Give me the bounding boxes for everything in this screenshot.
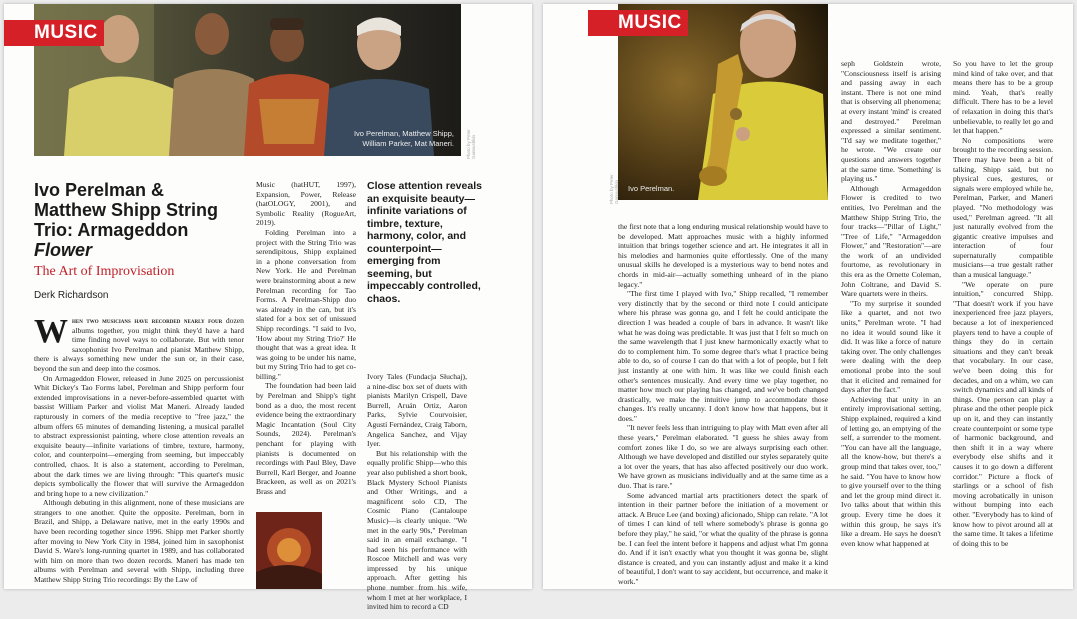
article-paragraph: The foundation had been laid by Perelman and Shipp's tight bond as a duo, the most recent evidence being the extraordinary Magic Incantation (Soul City Sounds, 2024). Perelman's penchant for playing with pianists is documented on recordings with Paul Bley, Dave Burrell, Karl Berger, and Joanne Brackeen, as well as on 2021's Brass and — [256, 381, 356, 496]
photo-caption-line: Ivo Perelman, Matthew Shipp, — [353, 129, 454, 138]
section-tag: MUSIC — [4, 20, 104, 46]
article-paragraph: No compositions were brought to the recording session. There may have been a bit of talking, Shipp said, but no physical cues, gestures, or signals were employed while he, Perelman, Parker, and Maneri played. "No methodology was used," Perelman agreed. "It all just naturally evolved from the gigantic creative impulses and interaction of four supernaturally compatible musicians—a true gestalt rather than a musical language." — [953, 135, 1053, 280]
article-column-1 — [34, 313, 244, 588]
article-column-3 — [953, 59, 1053, 588]
title-line: Flower — [34, 240, 93, 260]
article-column-2 — [841, 59, 941, 588]
article-paragraph: But his relationship with the equally prolific Shipp—who this year also published a short book, Black Mystery School Pianists and Other Writings, and a magnificent solo CD, The Cosmic Piano (Cantaloupe Music)—is clearly unique. "We met in the early 90s," Perelman said in an email exchange. "I had seen his performance with Roscoe Mitchell and was very impressed by his unique approach. After getting his phone number from his wife, whom I met at her workplace, I invited him to record a CD — [367, 448, 467, 612]
article-paragraph: Ivory Tales (Fundacja Słuchaj), a nine-disc box set of duets with pianists Marilyn Crispell, Dave Burrell, Aruán Ortiz, Aaron Parks, Sylvie Courvoisier, Agustí Fernández, Craig Taborn, Angelica Sanchez, and Vijay Iyer. — [367, 372, 467, 449]
article-paragraph: Music (hatHUT, 1997), Expansion, Power, Release (hatOLOGY, 2001), and Symbolic Reality (RogueArt, 2019). — [256, 180, 356, 228]
article-column-1 — [618, 222, 828, 588]
article-paragraph: On Armageddon Flower, released in June 2025 on percussionist Whit Dickey's Tao Forms label, Perelman and Shipp perform four extended improvisations in a never-before-assembled quartet with bassist William Parker and violist Mat Maneri. Already lauded rapturously in corners of the media receptive to "free jazz," the album offers 65 minutes of demanding listening, a musical parallel to abstract expressionist painting, where close attention reveals an exquisite beauty—infinite variations of timbre, texture, harmony, color, and counterpoint—emerging from seeming, but impeccably controlled, chaos. It is also a statement, according to Perelman, about the dark times we are living through: "This quartet's music depicts symbolically the flower that will survive the Armageddon and bring hope to a new civilization." — [34, 373, 244, 498]
photo-caption — [344, 129, 454, 149]
article-paragraph: So you have to let the group mind kind of take over, and that means there has to be a group mind. Yeah, that's really difficult. There has to be a level of relaxation in doing this that's unbelievable, to really let go and let that happen." — [953, 59, 1053, 136]
title-line: Ivo Perelman & — [34, 180, 165, 200]
album-cover-art — [256, 512, 322, 589]
article-paragraph: Folding Perelman into a project with the String Trio was serendipitous, Shipp explained in a phone conversation from New York. He and Perelman were brainstorming about a new Perelman recording for Tao Forms. A Perelman-Shipp duo was already in the can, but it's slated for a box set of unissued Shipp recordings. "I said to Ivo, 'How about my String Trio?' He thought that was a great idea. It was going to be under his name, but my String Trio had to get co-billing." — [256, 227, 356, 381]
article-paragraph: seph Goldstein wrote, "Consciousness itself is arising and passing away in each instant. There is not one mind that is observing all phenomena; at every instant 'mind' is created and destroyed." Perelman expressed a similar sentiment. "I'd say we meditate together," he wrote. "We create our questions and answers together at the same time. 'Something' is playing us." — [841, 59, 941, 184]
title-line: Matthew Shipp String — [34, 200, 218, 220]
article-column-3 — [367, 372, 467, 612]
section-tag: MUSIC — [588, 10, 688, 36]
article-paragraph — [34, 313, 244, 374]
article-paragraph: Some advanced martial arts practitioners detect the spark of intention in their partner before the initiation of a movement or attack. A Bruce Lee (and boxing) aficionado, Shipp can relate. "A lot of times I can kind of tell where somebody's phrase is gonna go before they play," he said, "or what the quality of the phrase is gonna be. I can feel the intent before it happens and adjust what I'm gonna do. And if it isn't exactly what you thought it was gonna be, slight distance is created, and you can instantly adjust and make it a kind of beautiful, I don't want to say accident, but occurrence, and make it work." — [618, 490, 828, 586]
pull-quote: Close attention reveals an exquisite beauty—infinite variations of timbre, texture, harmony, color, and counterpoint—emerging from seeming, but impeccably controlled, chaos. — [367, 180, 482, 305]
lead-in: hen two musicians have recorded nearly four — [72, 316, 223, 325]
article-title — [34, 180, 249, 260]
article-column-2 — [256, 180, 356, 510]
article-paragraph: "It never feels less than intriguing to play with Matt even after all these years," Perelman elaborated. "I guess he shies away from comfort zones like I do, so we are always surprising each other. Although we have developed and distilled our styles separately quite a lot over the years, that has also affected positively our duo work. We have grown as musicians individually and at the same time as a duo. That is rare." — [618, 423, 828, 491]
magazine-page-right — [543, 4, 1073, 589]
photo-caption: Ivo Perelman. — [628, 184, 675, 193]
photo-credit: Photo by Peter Gannushkin — [609, 174, 619, 204]
article-paragraph: the first note that a long enduring musical relationship would have to be developed. Matt approaches music with a highly informed intuition that brings together science and art. He integrates it all in his melodies and harmonies quite effortlessly. One of the many unusual skills he developed is a mysterious way to bend notes and chords in mid-air—actually something unheard of in the piano legacy." — [618, 222, 828, 289]
album-cover — [256, 512, 322, 589]
article-paragraph: Although Armageddon Flower is credited to two entities, Ivo Perelman and the Matthew Shipp String Trio, the four tracks—"Pillar of Light," "Tree of Life," "Armageddon Flower," and "Restoration"—are the work of an undivided fourtome, as revolutionary in this era as the Ornette Coleman, John Coltrane, and David S. Ware quartets were in theirs. — [841, 183, 941, 299]
photo-credit: Photo by Peter Gannushkin — [466, 129, 476, 159]
magazine-page-left — [4, 4, 532, 612]
article-subtitle: The Art of Improvisation — [34, 264, 175, 279]
article-author: Derk Richardson — [34, 290, 109, 301]
title-line-text: Trio: Armageddon — [34, 220, 189, 240]
article-paragraph: Achieving that unity in an entirely improvisational setting, Shipp explained, required a kind of letting go, an emptying of the self, a surrender to the moment. "You can have all the language, all the know-how, but there's a group mind that takes over, too," he said. "You have to know how to give yourself over to the thing and let the group mind direct it. Ivo talks about that within this group. Every time he does it within this group, he says it's like a dream. He says he doesn't even know what happened at — [841, 394, 941, 548]
article-paragraph: Although debuting in this alignment, none of these musicians are strangers to one another. Quite the opposite. Perelman, born in Brazil, and Shipp, a Delaware native, met in the early 1990s and have been recording together since 1996. Shipp met Parker shortly after moving to New York City in 1984, joined him in saxophonist David S. Ware's long-running quartet in 1989, and has collaborated with him on more than two dozen records. Maneri has made ten albums with Perelman and several with Shipp, including three Matthew Shipp String Trio recordings: By the Law of — [34, 498, 244, 585]
article-paragraph: "The first time I played with Ivo," Shipp recalled, "I remember very distinctly that by the second or third note I could anticipate where his phrase was gonna go, and I felt he could anticipate the direction I was headed a couple of bars in advance. It wasn't like what he was doing was predictable. It was just that I felt so much on the same wavelength that I just knew harmonically exactly what to do to complement him. To some degree that's what I practice being able to do, so of course I can do that with a lot of people, but I felt just instantly at one with him. It was like we could finish each other's sentences musically. And every time we play together, no matter how much our playing has changed, and we've both changed drastically, we make the intuitive jump to accommodate those changes. It's really uncanny. I don't know how that happens, but it does." — [618, 289, 828, 423]
photo-caption-line: William Parker, Mat Maneri. — [362, 139, 454, 148]
article-paragraph: "To my surprise it sounded like a quartet, and not two units," Perelman wrote. "I had no idea it would sound like it did. It was like a force of nature taking over. The only challenges were dealing with the deep emotional probe into the soul that it elicited and remained for days after the fact." — [841, 298, 941, 395]
article-paragraph: "We operate on pure intuition," concurred Shipp. "That doesn't work if you have inexperienced free jazz players, because a lot of inexperienced players tend to have a couple of things they do in certain situations and they can't break that vocabulary. In our case, we've been doing this for decades, and on a whim, we can switch dynamics and all kinds of things. One person can play a phrase and the other people pick up on it, and they can instantly create counterpoint or some type of harmonic background, and then shift it in a way where everybody else shifts and it causes it to go down a different corridor." Picture a flock of starlings or a school of fish moving acrobatically in unison without bumping into each other. "Everybody has to kind of know how to pivot around all at the same time. It takes a lifetime of doing this to be — [953, 279, 1053, 548]
title-line — [34, 220, 249, 240]
drop-cap: W — [34, 313, 68, 350]
lead-in-rest: dozen albums together, you might think they'd have a hard time finding novel ways to collaborate. But with tenor saxophonist Ivo Perelman and pianist Matthew Shipp, there is always something new under the sun or, in their case, beyond the sun and deep into the cosmos. — [34, 316, 244, 373]
